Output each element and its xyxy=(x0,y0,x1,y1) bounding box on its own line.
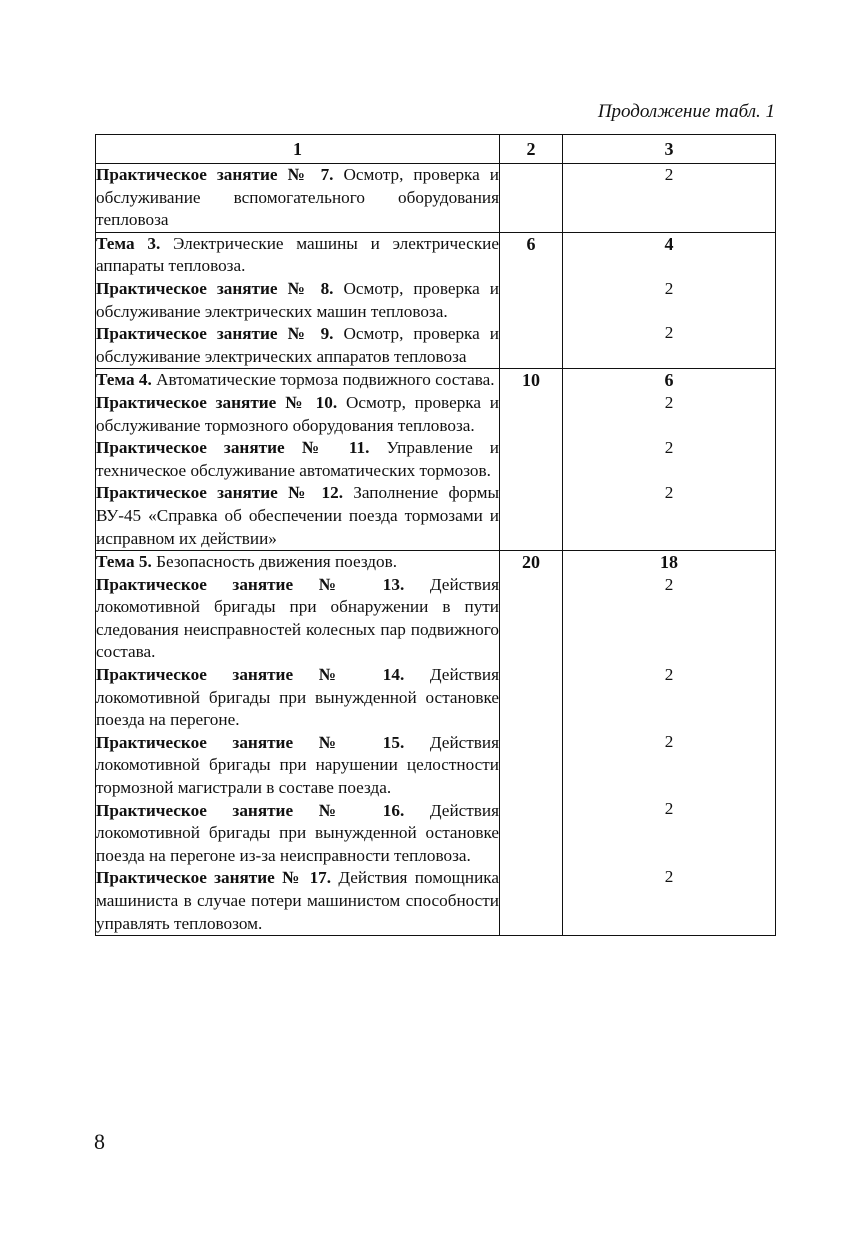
hours-value: 2 xyxy=(664,732,674,752)
topic-entry xyxy=(96,392,499,437)
topic-entry xyxy=(96,233,499,278)
topic-entry xyxy=(96,800,499,868)
topic-entry-text: Осмотр, проверка и обслуживание электрических машин тепловоза. xyxy=(96,278,499,321)
total-hours-value: 6 xyxy=(526,233,536,254)
topic-entry-text: Осмотр, проверка и обслуживание тормозного оборудования тепловоза. xyxy=(96,392,500,435)
topic-entry xyxy=(96,278,499,323)
hours-value: 2 xyxy=(664,437,674,457)
topic-entry-title: Практическое занятие № 15. xyxy=(96,732,405,752)
topic-entry xyxy=(96,323,499,368)
topic-entry-title: Практическое занятие № 14. xyxy=(96,665,405,685)
topic-entry-text: Действия локомотивной бригады при обнаружении в пути следования неисправностей колесных пар подвижного состава. xyxy=(96,574,499,662)
topic-entry-text: Действия локомотивной бригады при вынужденной остановке поезда на перегоне из-за неисправности тепловоза. xyxy=(96,800,499,865)
header-col-2: 2 xyxy=(500,135,563,164)
topic-entry-text: Безопасность движения поездов. xyxy=(151,552,398,572)
topic-cell xyxy=(96,369,500,551)
hours-value: 2 xyxy=(664,866,674,886)
topic-entry-text: Осмотр, проверка и обслуживание вспомогательного оборудования тепловоза xyxy=(96,165,499,230)
topic-entry xyxy=(96,369,499,392)
topic-entry-text: Действия помощника машиниста в случае потери машинистом способности управлять тепловозом. xyxy=(96,868,500,933)
topic-entry xyxy=(96,867,499,935)
topic-entry-title: Практическое занятие № 17. xyxy=(96,868,332,888)
total-hours-value: 20 xyxy=(522,552,540,573)
table-row xyxy=(96,232,776,369)
header-col-1: 1 xyxy=(96,135,500,164)
topic-entry-title: Практическое занятие № 10. xyxy=(96,392,338,412)
topic-entry-text: Действия локомотивной бригады при нарушении целостности тормозной магистрали в составе поезда. xyxy=(96,732,499,798)
hours-value: 2 xyxy=(664,799,674,819)
table-row xyxy=(96,164,776,233)
hours-value: 2 xyxy=(664,482,674,502)
topic-entry-title: Практическое занятие № 13. xyxy=(96,574,405,594)
hours-value: 2 xyxy=(664,278,674,298)
topic-entry-text: Заполнение формы ВУ-45 «Справка об обеспечении поезда тормозами и исправном их действии» xyxy=(96,483,500,548)
topic-entry xyxy=(96,164,499,232)
header-col-3: 3 xyxy=(563,135,776,164)
topic-entry xyxy=(96,551,499,574)
topic-entry-title: Тема 4. xyxy=(96,370,152,390)
table-row xyxy=(96,369,776,551)
topic-entry-text: Управление и техническое обслуживание автоматических тормозов. xyxy=(96,438,499,480)
hours-value: 2 xyxy=(664,664,674,684)
total-hours-cell xyxy=(500,551,563,936)
total-hours-value: 10 xyxy=(522,370,540,391)
hours-value: 2 xyxy=(664,392,674,412)
practical-hours-cell xyxy=(563,164,776,233)
topic-entry-text: Осмотр, проверка и обслуживание электрических аппаратов тепловоза xyxy=(96,324,499,366)
topic-entry-title: Практическое занятие № 9. xyxy=(96,324,334,344)
topic-entry-text: Действия локомотивной бригады при вынужденной остановке поезда на перегоне. xyxy=(96,665,499,730)
table-header-row xyxy=(96,135,776,164)
table-row xyxy=(96,551,776,936)
curriculum-table xyxy=(95,134,776,936)
topic-entry-text: Автоматические тормоза подвижного состава. xyxy=(151,370,495,390)
hours-value: 2 xyxy=(664,574,674,594)
topic-entry-title: Практическое занятие № 8. xyxy=(96,278,334,298)
topic-entry-text: Электрические машины и электрические аппараты тепловоза. xyxy=(96,233,499,276)
practical-hours-cell xyxy=(563,369,776,551)
practical-hours-cell xyxy=(563,232,776,369)
topic-entry-title: Практическое занятие № 16. xyxy=(96,800,405,820)
topic-entry-title: Практическое занятие № 7. xyxy=(96,165,334,184)
total-hours-cell xyxy=(500,164,563,233)
topic-cell xyxy=(96,164,500,233)
practical-hours-cell xyxy=(563,551,776,936)
topic-entry-title: Тема 5. xyxy=(96,552,152,572)
hours-value: 6 xyxy=(664,370,674,391)
hours-value: 4 xyxy=(664,233,674,254)
hours-value: 2 xyxy=(664,323,674,343)
topic-entry xyxy=(96,664,499,732)
table-continuation-caption: Продолжение табл. 1 xyxy=(597,101,775,122)
topic-cell xyxy=(96,551,500,936)
topic-entry xyxy=(96,482,499,550)
topic-entry-title: Практическое занятие № 12. xyxy=(96,483,343,503)
topic-entry-title: Тема 3. xyxy=(96,233,161,253)
hours-value: 18 xyxy=(660,552,678,573)
total-hours-cell xyxy=(500,232,563,369)
topic-cell xyxy=(96,232,500,369)
topic-entry xyxy=(96,437,499,482)
topic-entry xyxy=(96,574,499,664)
topic-entry xyxy=(96,732,499,800)
page-number: 8 xyxy=(94,1129,105,1154)
topic-entry-title: Практическое занятие № 11. xyxy=(96,438,370,458)
hours-value: 2 xyxy=(664,165,674,184)
total-hours-cell xyxy=(500,369,563,551)
